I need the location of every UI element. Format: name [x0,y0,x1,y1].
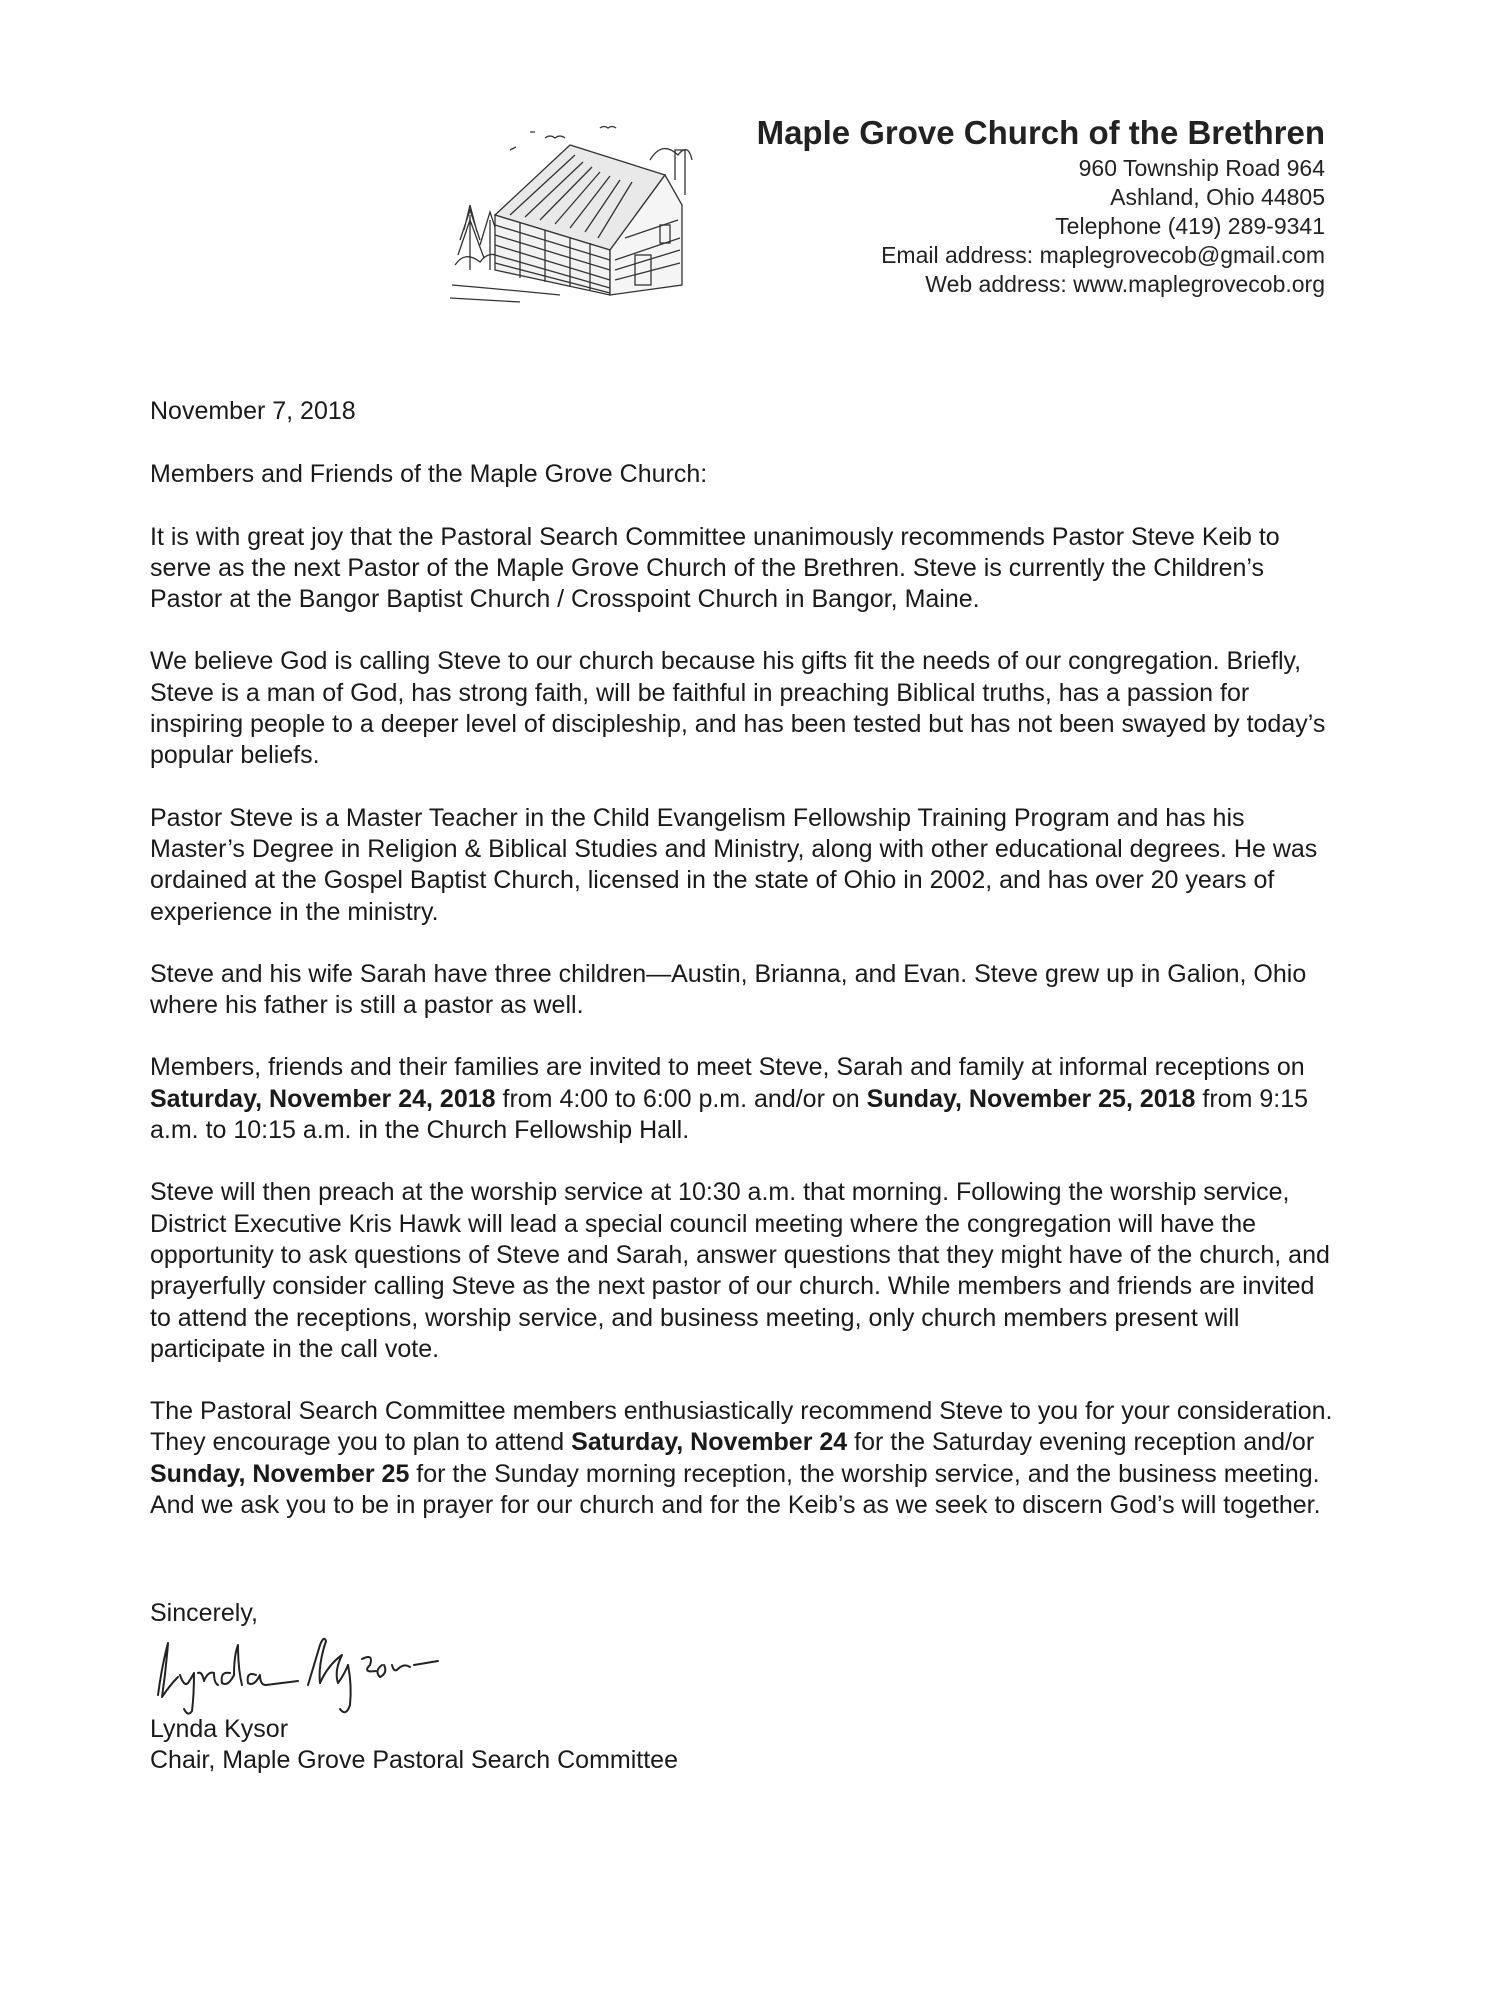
paragraph-1: It is with great joy that the Pastoral Search Committee unanimously recommends Pastor Steve Keib to serve as the next Pastor of the Maple Grove Church of the Brethren. Steve is currently the Children’s Pastor at the Bangor Baptist Church / Crosspoint Church in Bangor, Maine. [150,522,1280,614]
paragraph-5-text-1: Members, friends and their families are invited to meet Steve, Sarah and family at informal receptions on [150,1053,1305,1082]
church-building-sketch-icon [450,120,695,305]
paragraph-7-text-3: for the Sunday morning reception, the worship service, and the business meeting. And we ask you to be in prayer for our church and for the Keib’s as we seek to discern God’s will together. [150,1459,1321,1520]
letter-date: November 7, 2018 [150,397,356,425]
paragraph-7-text-1: The Pastoral Search Committee members enthusiastically recommend Steve to you for your consideration. They encourage you to plan to attend [150,1397,1333,1457]
telephone: Telephone (419) 289-9341 [1055,213,1325,239]
paragraph-5-bold-1: Saturday, November 24, 2018 [150,1084,496,1113]
paragraph-5-text-2: from 4:00 to 6:00 p.m. and/or on [495,1084,867,1113]
paragraph-5 [150,1052,1335,1146]
handwritten-signature [148,1625,488,1720]
signer-name: Lynda Kysor [150,1715,289,1743]
signer-title: Chair, Maple Grove Pastoral Search Committee [150,1746,678,1774]
paragraph-7-bold-2: Sunday, November 25 [150,1459,410,1488]
paragraph-4: Steve and his wife Sarah have three children—Austin, Brianna, and Evan. Steve grew up in Galion, Ohio where his father is still a pastor as well. [150,959,1307,1020]
paragraph-5-bold-2: Sunday, November 25, 2018 [866,1084,1196,1113]
address-line-1: 960 Township Road 964 [1078,155,1325,181]
web-address: Web address: www.maplegrovecob.org [925,271,1325,297]
signer-block [150,1714,678,1776]
letter-body [150,396,1335,1552]
letterhead [757,112,1325,299]
paragraph-6: Steve will then preach at the worship service at 10:30 a.m. that morning. Following the worship service, District Executive Kris Hawk will lead a special council meeting where the congregation will have the opportunity to ask questions of Steve and Sarah, answer questions that they might have of the church, and prayerfully consider calling Steve as the next pastor of our church. While members and friends are invited to attend the receptions, worship service, and business meeting, only church members present will participate in the call vote. [150,1178,1330,1363]
address-line-2: Ashland, Ohio 44805 [1110,184,1325,210]
paragraph-7 [150,1396,1335,1521]
paragraph-5-text-3: from 9:15 a.m. to 10:15 a.m. in the Church Fellowship Hall. [150,1084,1309,1145]
paragraph-7-bold-1: Saturday, November 24 [571,1428,848,1457]
salutation: Members and Friends of the Maple Grove Church: [150,460,708,489]
paragraph-3: Pastor Steve is a Master Teacher in the Child Evangelism Fellowship Training Program and has his Master’s Degree in Religion & Biblical Studies and Ministry, along with other educational degrees. He was ordained at the Gospel Baptist Church, licensed in the state of Ohio in 2002, and has over 20 years of experience in the ministry. [150,803,1318,926]
org-name: Maple Grove Church of the Brethren [756,114,1325,151]
paragraph-7-text-2: for the Saturday evening reception and/or [847,1428,1315,1457]
paragraph-2: We believe God is calling Steve to our church because his gifts fit the needs of our congregation. Briefly, Steve is a man of God, has strong faith, will be faithful in preaching Biblical truths, has a passion for inspiring people to a deeper level of discipleship, and has been tested but has not been swayed by today’s popular beliefs. [150,647,1326,770]
closing: Sincerely, [150,1599,258,1627]
email-address: Email address: maplegrovecob@gmail.com [881,242,1325,268]
